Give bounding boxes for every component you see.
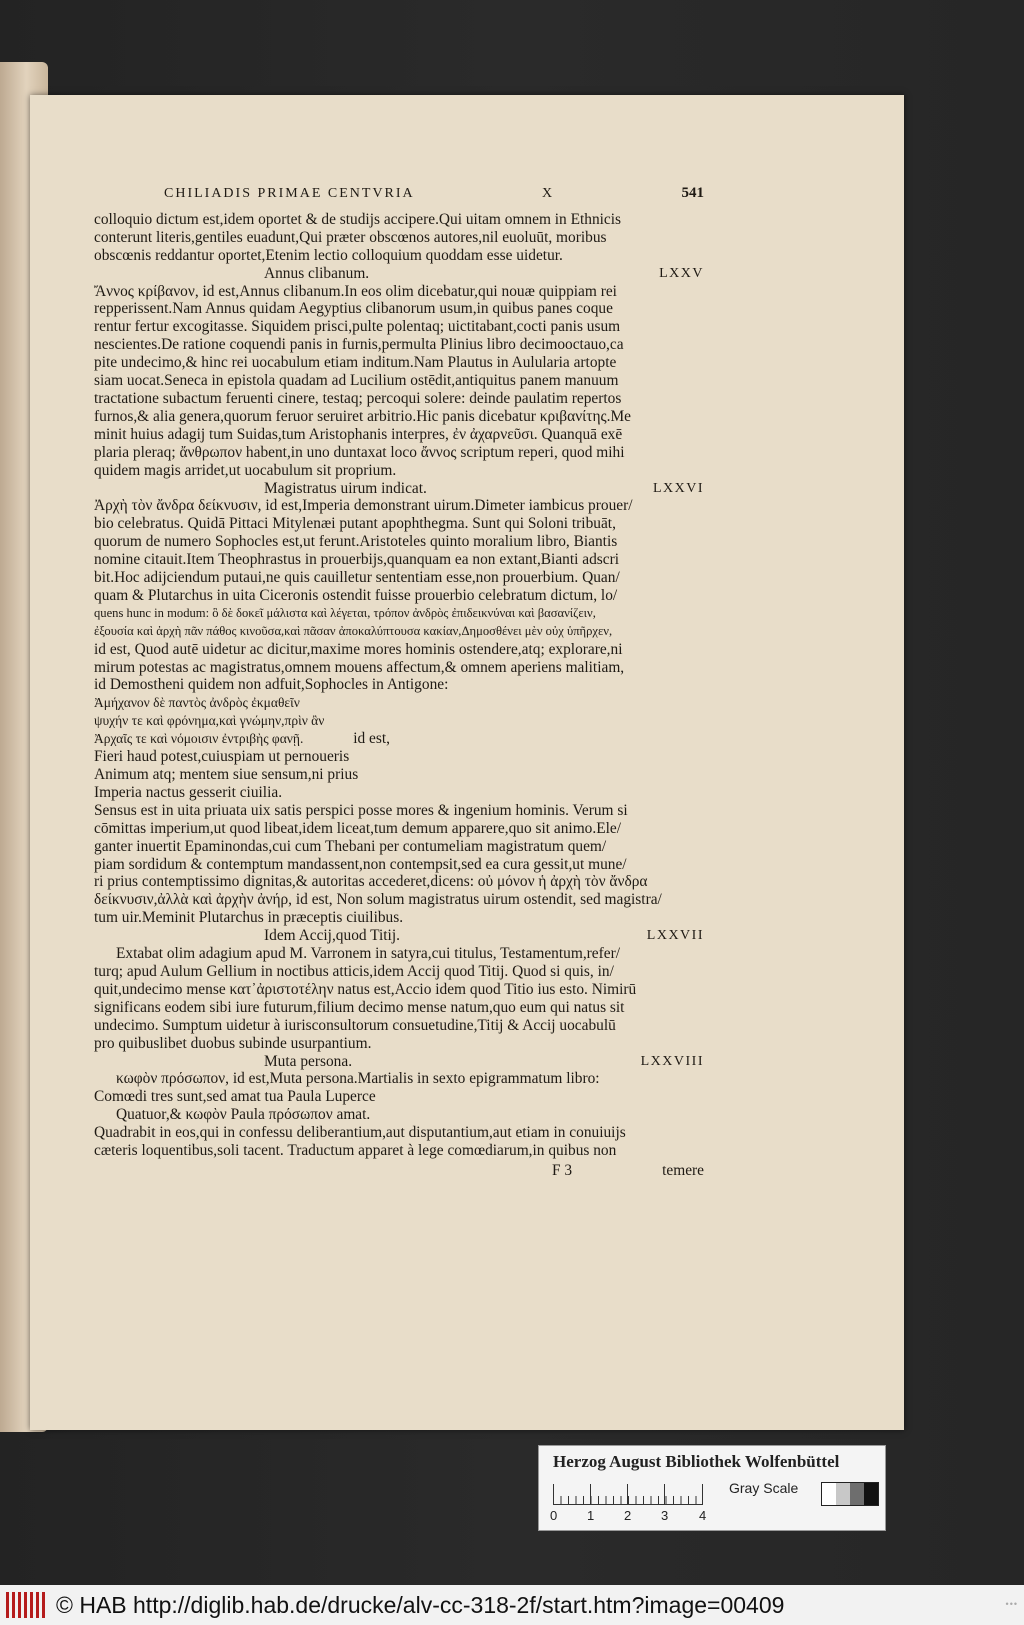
- ruler-major-tick: [627, 1484, 628, 1504]
- adage-title: Muta persona.: [264, 1052, 353, 1070]
- footer-url-text[interactable]: © HAB http://diglib.hab.de/drucke/alv-cc-318-2f/start.htm?image=00409: [56, 1591, 785, 1618]
- verse-line: Ἀμήχανον δὲ παντὸς ἀνδρὸς ἐκμαθεῖν: [94, 695, 300, 711]
- text-line: conterunt literis,gentiles euadunt,Qui præter obscœnos autores,nil euoluūt, moribus: [94, 228, 607, 246]
- book-page: [30, 95, 904, 1430]
- greek-quote-line: ἐξουσία καὶ ἀρχὴ πᾶν πάθος κινοῦσα,καὶ πᾶσαν ἀποκαλύπτουσα κακίαν,Δημοσθένει μὲν οὐχ ὑπῆρχεν,: [94, 623, 613, 638]
- grayscale-swatch: [850, 1483, 864, 1505]
- running-head: [164, 185, 704, 203]
- text-line: nescientes.De ratione coquendi panis in furnis,permulta Plinius libro decimooctauo,ca: [94, 336, 624, 354]
- ruler-major-ticks: [553, 1484, 703, 1504]
- text-line: significans eodem sibi iure futurum,filium decimo mense natum,quo eum qui natus sit: [94, 998, 625, 1016]
- text-line: obscœnis reddantur oportet,Etenim lectio colloquium quoddam esse uidetur.: [94, 246, 563, 264]
- text-line: nomine citauit.Item Theophrastus in prouerbijs,quanquam ea non extant,Bianti adscri: [94, 551, 620, 569]
- ruler-major-tick: [553, 1484, 554, 1504]
- grayscale-swatch: [836, 1483, 850, 1505]
- text-line: tractatione subactum feruenti cinere, testaq; percoqui solere: deinde paulatim repertos: [94, 389, 622, 407]
- page-signature-row: [94, 1162, 704, 1180]
- verse-line: ψυχήν τε καὶ φρόνημα,καὶ γνώμην,πρὶν ἂν: [94, 713, 325, 729]
- grayscale-swatches: [821, 1482, 879, 1506]
- adage-heading: [94, 1053, 704, 1071]
- adage-heading: [94, 265, 704, 283]
- verse-gloss: id est,: [353, 730, 390, 748]
- text-line: cæteris loquentibus,soli tacent. Traductum apparet à lege comœdiarum,in quibus non: [94, 1142, 617, 1160]
- verse-line: [94, 730, 704, 748]
- catchword: temere: [662, 1161, 704, 1179]
- grayscale-label: Gray Scale: [729, 1480, 799, 1496]
- running-head-centuria: X: [542, 186, 555, 201]
- text-line: piam sordidum & contemptum mandassent,non contempsit,sed ea cura gessit,ut mune/: [94, 855, 627, 873]
- running-head-title: CHILIADIS PRIMAE CENTVRIA: [164, 186, 415, 201]
- greek-quote-line: quens hunc in modum: ὃ δὲ δοκεῖ μάλιστα καὶ λέγεται, τρόπον ἀνδρὸς ἐπιδεικνύναι καὶ βασανίζειν,: [94, 605, 596, 620]
- institution-label: Herzog August Bibliothek Wolfenbüttel: [553, 1452, 840, 1471]
- text-line: ri prius contemptissimo dignitas,& autoritas accederet,dicens: οὐ μόνον ἡ ἀρχὴ τὸν ἄνδρα: [94, 873, 648, 891]
- text-line: cōmittas imperium,ut quod libeat,idem liceat,tum demum apparere,quo sit animo.Ele/: [94, 819, 621, 837]
- text-line: minit huius adagij tum Suidas,tum Aristophanis interpres, ἐν ἀχαρνεῦσι. Quanquā exē: [94, 425, 623, 443]
- adage-title: Idem Accij,quod Titij.: [264, 927, 400, 945]
- folio-number: 541: [681, 185, 704, 201]
- text-line: Quadrabit in eos,qui in confessu deliberantium,aut disputantium,aut etiam in conuiuijs: [94, 1124, 626, 1142]
- ruler-major-tick: [702, 1484, 703, 1504]
- ruler-number: 4: [699, 1508, 707, 1523]
- text-line: quidem magis arridet,ut uocabulum sit proprium.: [94, 461, 397, 479]
- text-line: rentur fertur excogitasse. Siquidem prisci,pulte polentaq; uictitabant,cocti panis usum: [94, 318, 621, 336]
- verse-text: Ἀρχαῖς τε καὶ νόμοισιν ἐντριβὴς φανῇ.: [94, 731, 304, 747]
- scale-ruler-card: [538, 1445, 886, 1531]
- text-line: Ἀρχὴ τὸν ἄνδρα δείκνυσιν, id est,Imperia demonstrant uirum.Dimeter iambicus prouer/: [94, 497, 633, 515]
- text-line: undecimo. Sumptum uidetur à iurisconsultorum consuetudine,Titij & Accij uocabulū: [94, 1016, 616, 1034]
- verse-line: Fieri haud potest,cuiuspiam ut pernoueris: [94, 748, 350, 766]
- ruler-number: 3: [661, 1508, 669, 1523]
- text-line: siam uocat.Seneca in epistola quadam ad Lucilium ostēdit,antiquitus panem manuum: [94, 372, 619, 390]
- ruler-number: 1: [587, 1508, 595, 1523]
- text-line: tum uir.Meminit Plutarchus in præceptis ciuilibus.: [94, 909, 404, 927]
- text-line: ganter inuertit Epaminondas,cui cum Thebani per contumeliam magistratum quem/: [94, 837, 607, 855]
- footer-bar: [0, 1585, 1024, 1625]
- grayscale-swatch: [864, 1483, 878, 1505]
- text-line: bit.Hoc adijciendum putaui,ne quis cauilletur sententiam esse,non prouerbium. Quan/: [94, 569, 620, 587]
- verse-line: Quatuor,& κωφὸν Paula πρόσωπον amat.: [116, 1106, 371, 1124]
- adage-number: LXXVIII: [640, 1053, 704, 1069]
- text-line: Extabat olim adagium apud M. Varronem in satyra,cui titulus, Testamentum,refer/: [116, 945, 620, 963]
- text-line: plaria pleraq; ἄνθρωπον habent,in uno duntaxat loco ἄννος scriptum reperi, quod mihi: [94, 443, 625, 461]
- text-line: quorum de numero Sophocles est,ut ferunt.Aristoteles quinto moralium libro, Biantis: [94, 533, 618, 551]
- ruler-number: 0: [550, 1508, 558, 1523]
- text-line: Sensus est in uita priuata uix satis perspici posse mores & ingenium hominis. Verum si: [94, 801, 628, 819]
- adage-title: Annus clibanum.: [264, 264, 370, 282]
- text-line: δείκνυσιν,ἀλλὰ καὶ ἀρχὴν ἀνήρ, id est, Non solum magistratus uirum ostendit, sed magistra/: [94, 891, 662, 909]
- adage-heading: [94, 927, 704, 945]
- page-text-block: [94, 185, 704, 1180]
- text-line: quit,undecimo mense κατ᾽ἀριστοτέλην natus est,Accio idem quod Titio ius esto. Nimirū: [94, 980, 637, 998]
- text-line: colloquio dictum est,idem oportet & de studijs accipere.Qui uitam omnem in Ethnicis: [94, 210, 622, 228]
- adage-number: LXXVI: [652, 480, 704, 496]
- text-line: bio celebratus. Quidā Pittaci Mitylenæi putant apophthegma. Sunt qui Soloni tribuāt,: [94, 515, 616, 533]
- ruler-major-tick: [664, 1484, 665, 1504]
- adage-heading: [94, 480, 704, 498]
- text-line: pite undecimo,& hinc rei uocabulum etiam inditum.Nam Plautus in Aulularia artopte: [94, 354, 617, 372]
- text-line: κωφὸν πρόσωπον, id est,Muta persona.Martialis in sexto epigrammatum libro:: [116, 1070, 600, 1088]
- hab-logo-icon: [6, 1592, 46, 1618]
- text-line: turq; apud Aulum Gellium in noctibus atticis,idem Accij quod Titij. Quod si quis, in/: [94, 962, 614, 980]
- footer-dots-icon: •••: [1005, 1599, 1018, 1609]
- ruler-major-tick: [590, 1484, 591, 1504]
- text-line: Ἄννος κρίβανον, id est,Annus clibanum.In eos olim dicebatur,qui nouæ quippiam rei: [94, 282, 617, 300]
- text-line: id Demostheni quidem non adfuit,Sophocles in Antigone:: [94, 676, 449, 694]
- verse-line: Animum atq; mentem siue sensum,ni prius: [94, 766, 359, 783]
- verse-line: Comœdi tres sunt,sed amat tua Paula Luperce: [94, 1088, 376, 1106]
- adage-number: LXXVII: [646, 928, 704, 944]
- verse-line: Imperia nactus gesserit ciuilia.: [94, 783, 283, 801]
- text-line: quam & Plutarchus in uita Ciceronis ostendit fuisse prouerbio celebratum dictum, lo/: [94, 586, 618, 604]
- text-line: furnos,& alia genera,quorum feruor seruiret arbitrio.Hic panis dicebatur κριβανίτης.Me: [94, 407, 631, 425]
- adage-title: Magistratus uirum indicat.: [264, 479, 427, 497]
- text-line: pro quibuslibet duobus subinde usurpantium.: [94, 1034, 372, 1052]
- grayscale-swatch: [822, 1483, 836, 1505]
- text-line: mirum potestas ac magistratus,omnem mouens affectum,& omnem aperiens malitiam,: [94, 658, 625, 676]
- adage-number: LXXV: [659, 265, 704, 281]
- text-line: repperissent.Nam Annus quidam Aegyptius clibanorum usum,in quibus panes coque: [94, 300, 613, 318]
- text-line: id est, Quod autē uidetur ac dicitur,maxime mores hominis ostendere,atq; explorare,ni: [94, 640, 623, 658]
- signature-mark: F 3: [552, 1161, 573, 1179]
- ruler-number: 2: [624, 1508, 632, 1523]
